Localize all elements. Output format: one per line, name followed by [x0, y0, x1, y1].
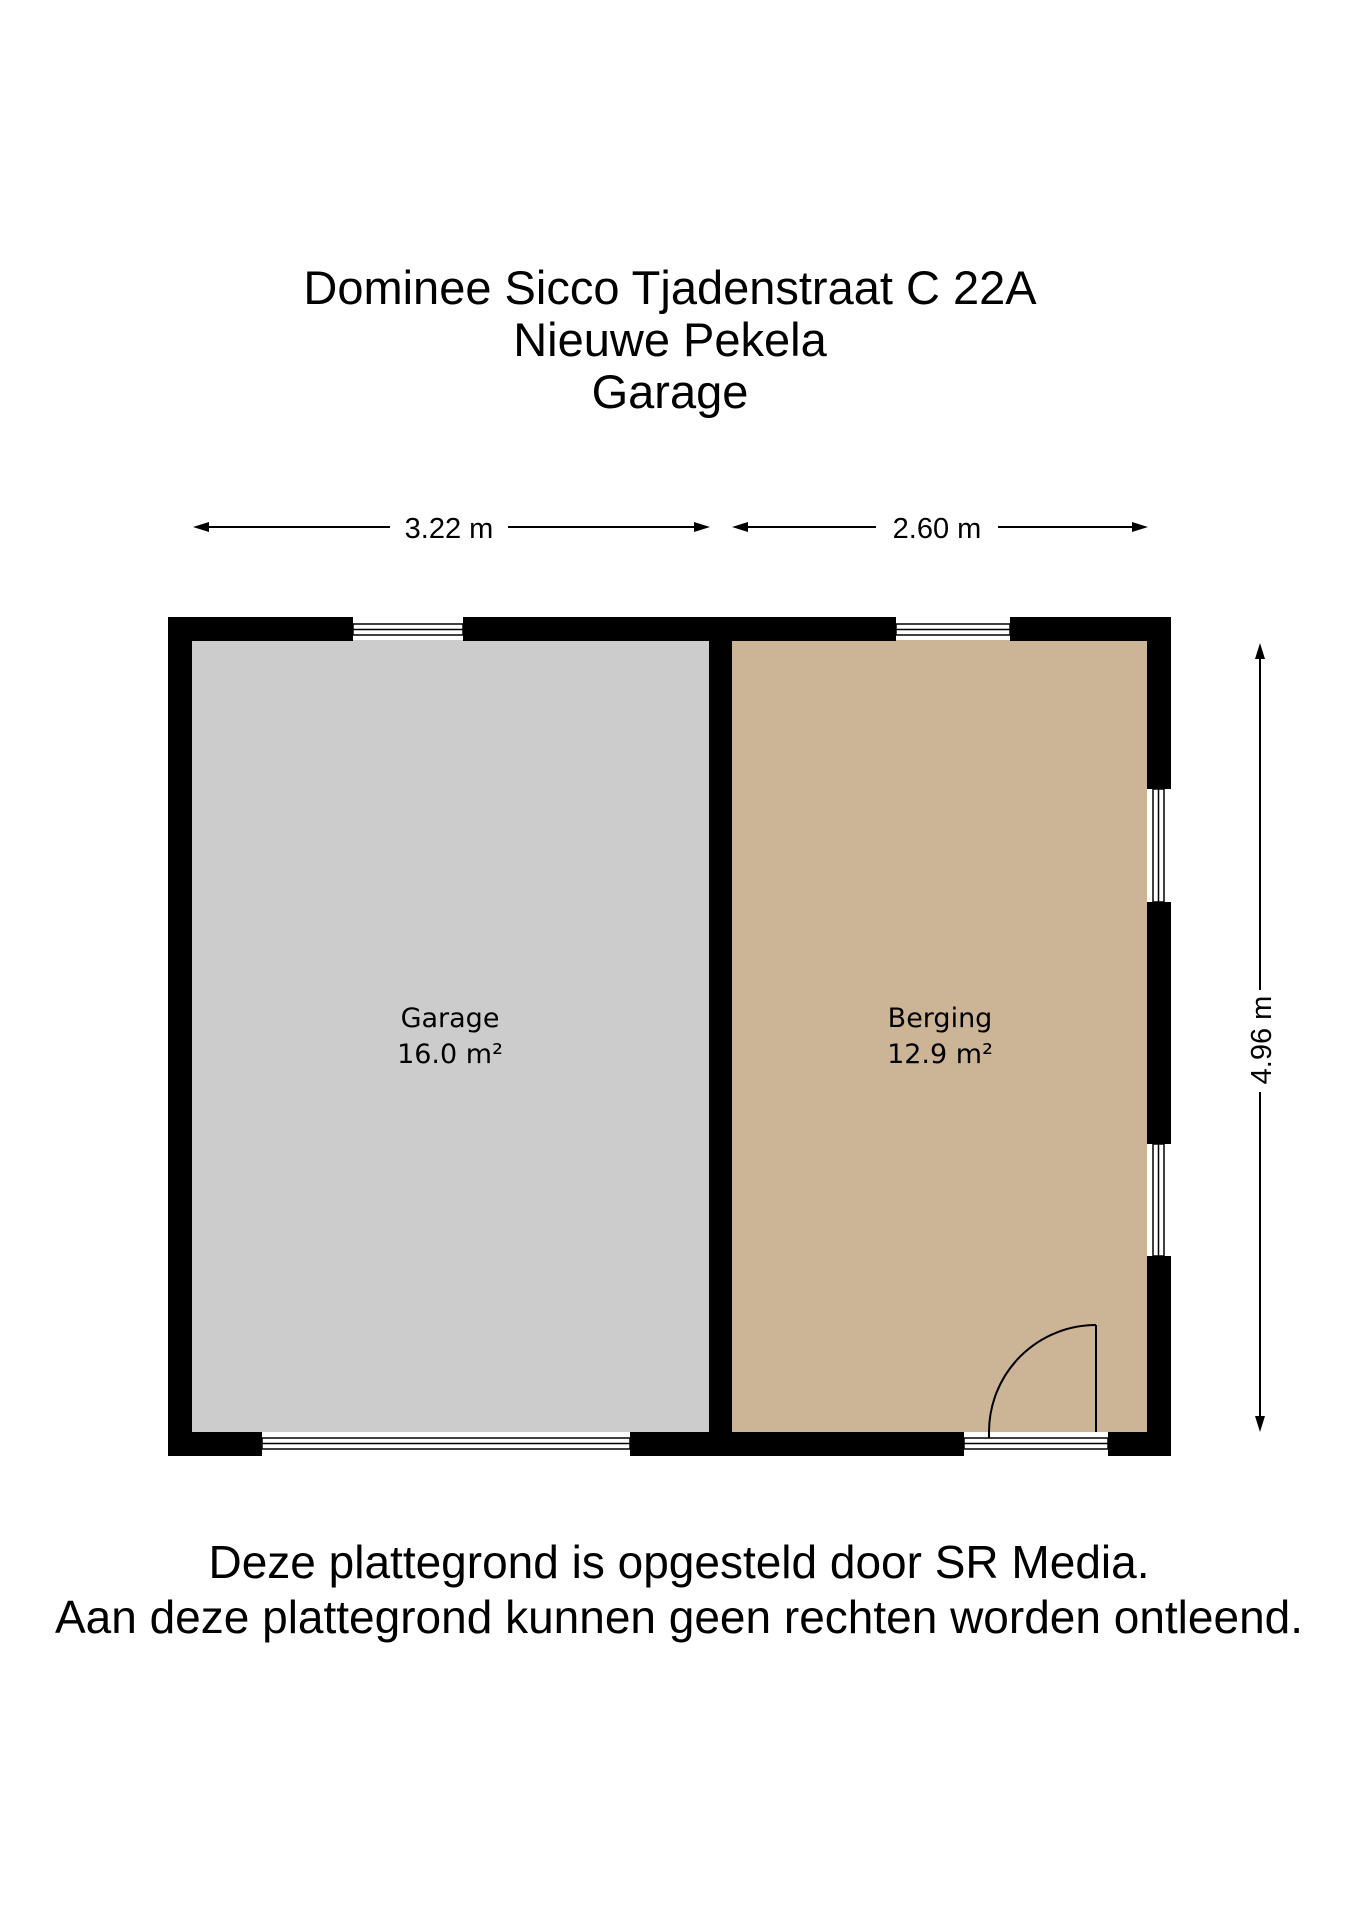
window-right-lower [1153, 1144, 1164, 1256]
window-top-berging [896, 624, 1010, 635]
width-left-label: 3.22 m [404, 513, 494, 545]
room-name: Garage [400, 1003, 500, 1034]
depth-label: 4.96 m [1246, 995, 1278, 1085]
city-line: Nieuwe Pekela [513, 313, 827, 366]
dimension-width-left [193, 513, 710, 545]
room-name: Berging [887, 1003, 993, 1034]
address-line: Dominee Sicco Tjadenstraat C 22A [303, 261, 1037, 314]
arrowhead-right-icon [694, 522, 710, 532]
dimension-depth [1246, 643, 1278, 1432]
door-threshold-berging [964, 1438, 1108, 1449]
garage-door-opening [262, 1438, 630, 1449]
room-floor-berging [731, 640, 1147, 1432]
arrowhead-right-icon [1132, 522, 1148, 532]
window-top-garage [353, 624, 463, 635]
disclaimer [0, 1535, 1358, 1645]
width-right-label: 2.60 m [892, 513, 982, 545]
arrowhead-left-icon [732, 522, 748, 532]
arrowhead-up-icon [1255, 643, 1265, 659]
disclaimer-line-2: Aan deze plattegrond kunnen geen rechten worden ontleend. [54, 1591, 1304, 1643]
disclaimer-line-1: Deze plattegrond is opgesteld door SR Media. [208, 1536, 1150, 1588]
floor-name-line: Garage [591, 365, 749, 418]
room-area: 12.9 m² [887, 1039, 993, 1070]
room-area: 16.0 m² [397, 1039, 503, 1070]
window-right-upper [1153, 789, 1164, 902]
room-floor-garage [192, 640, 710, 1432]
arrowhead-down-icon [1255, 1416, 1265, 1432]
arrowhead-left-icon [193, 522, 209, 532]
dimension-width-right [732, 513, 1148, 545]
